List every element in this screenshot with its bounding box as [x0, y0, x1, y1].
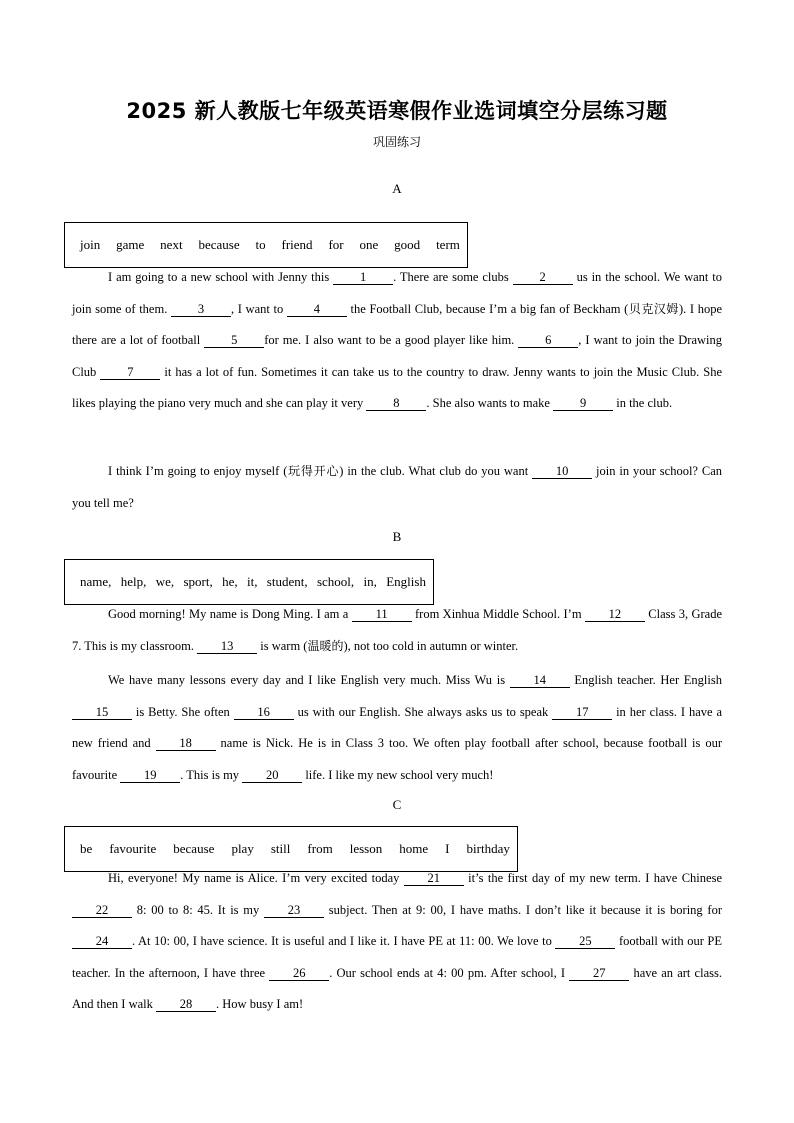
answer-blank-16[interactable]: 16 [234, 705, 294, 720]
passage-text: . This is my [180, 767, 243, 782]
answer-blank-10[interactable]: 10 [532, 464, 592, 479]
answer-blank-4[interactable]: 4 [287, 302, 347, 317]
answer-blank-28[interactable]: 28 [156, 997, 216, 1012]
word-bank-item: game [116, 237, 145, 252]
section-a-paragraph-1 [72, 262, 722, 420]
answer-blank-6[interactable]: 6 [518, 333, 578, 348]
passage-text: Good morning! My name is Dong Ming. I am a [108, 607, 352, 621]
word-bank-item: sport, [183, 574, 213, 589]
word-bank-item: because [173, 841, 215, 856]
passage-text: us in the school. We want to join some of them. [72, 270, 722, 316]
answer-blank-9[interactable]: 9 [553, 396, 613, 411]
passage-text: subject. Then at 9: 00, I have maths. I don’t like it because it is boring for [324, 902, 722, 917]
answer-blank-12[interactable]: 12 [585, 607, 645, 622]
answer-blank-7[interactable]: 7 [100, 365, 160, 380]
passage-text: football with our PE teacher. In the afternoon, I have three [72, 934, 723, 980]
word-bank-item: we, [155, 574, 175, 589]
word-bank-item: I [445, 841, 450, 856]
word-bank-item: play [231, 841, 254, 856]
word-bank-item: for [328, 237, 344, 252]
section-b-paragraph-2 [72, 665, 722, 791]
answer-blank-13[interactable]: 13 [197, 639, 257, 654]
word-bank-item: English [386, 574, 426, 589]
passage-text: ), not too cold in autumn or winter. [343, 638, 519, 653]
word-bank-item: help, [120, 574, 147, 589]
passage-text: it has a lot of fun. Sometimes it can take us to the country to draw. Jenny wants to join the Music Club. She likes playing the piano very much and she can play it very [72, 364, 723, 410]
passage-text: English teacher. Her English [569, 673, 722, 687]
page-subtitle: 巩固练习 [372, 135, 421, 149]
passage-text: I am going to a new school with Jenny this [108, 270, 334, 284]
answer-blank-19[interactable]: 19 [120, 768, 180, 783]
answer-blank-24[interactable]: 24 [72, 934, 132, 949]
passage-text: life. I like my new school very much! [302, 767, 494, 782]
passage-text: . How busy I am! [216, 997, 304, 1011]
passage-text: ). I hope there are a lot of football [72, 301, 722, 347]
section-a-label: A [392, 181, 402, 196]
word-bank-item: friend [281, 237, 313, 252]
word-bank-item: be [80, 841, 93, 856]
answer-blank-14[interactable]: 14 [510, 673, 570, 688]
answer-blank-23[interactable]: 23 [264, 903, 324, 918]
passage-text: Class 3, Grade 7. This is my classroom. [72, 607, 723, 653]
word-bank-item: lesson [349, 841, 383, 856]
word-bank-item: birthday [466, 841, 510, 856]
passage-text: . Our school ends at 4: 00 pm. After school, I [329, 965, 570, 980]
answer-blank-11[interactable]: 11 [352, 607, 412, 622]
passage-text: . There are some clubs [393, 270, 513, 284]
word-bank-item: join [80, 237, 101, 252]
word-bank-item: term [436, 237, 460, 252]
passage-text: for me. I also want to be a good player like him. [264, 333, 519, 347]
word-bank-item: from [307, 841, 333, 856]
answer-blank-3[interactable]: 3 [171, 302, 231, 317]
section-a-paragraph-2 [72, 456, 722, 519]
answer-blank-21[interactable]: 21 [404, 871, 464, 886]
section-b-label: B [392, 529, 402, 544]
section-c-label: C [392, 797, 402, 812]
word-bank-item: next [160, 237, 183, 252]
word-bank-item: because [198, 237, 240, 252]
word-bank-item: school, [316, 574, 355, 589]
answer-blank-27[interactable]: 27 [569, 966, 629, 981]
chinese-gloss: 温暖的 [307, 638, 344, 653]
chinese-gloss: 贝克汉姆 [628, 301, 679, 316]
answer-blank-26[interactable]: 26 [269, 966, 329, 981]
passage-text: We have many lessons every day and I like English very much. Miss Wu is [108, 673, 510, 687]
word-bank-item: one [359, 237, 379, 252]
section-b-paragraph-1 [72, 599, 722, 662]
answer-blank-22[interactable]: 22 [72, 903, 132, 918]
answer-blank-15[interactable]: 15 [72, 705, 132, 720]
word-bank-item: student, [266, 574, 308, 589]
word-bank-item: to [255, 237, 266, 252]
passage-text: . She also wants to make [426, 396, 554, 410]
word-bank-item: home [399, 841, 429, 856]
answer-blank-17[interactable]: 17 [552, 705, 612, 720]
passage-text: name is Nick. He is in Class 3 too. We often play football after school, because football is our favourite [72, 736, 722, 782]
answer-blank-1[interactable]: 1 [333, 270, 393, 285]
passage-text: from Xinhua Middle School. I’m [411, 607, 585, 621]
passage-text: Hi, everyone! My name is Alice. I’m very excited today [108, 871, 404, 885]
word-bank-item: he, [222, 574, 238, 589]
passage-text: , I want to join the Drawing Club [72, 333, 723, 379]
passage-text: the Football Club, because I’m a big fan of Beckham ( [346, 301, 629, 316]
word-bank-item: good [394, 237, 421, 252]
passage-text: 8: 00 to 8: 45. It is my [132, 902, 265, 917]
word-bank-item: it, [246, 574, 258, 589]
passage-text: , I want to [230, 301, 287, 316]
passage-text: is warm ( [257, 638, 308, 653]
passage-text: is Betty. She often [132, 704, 234, 719]
passage-text: ) in the club. What club do you want [339, 464, 533, 478]
passage-text: in her class. I have a new friend and [72, 704, 723, 750]
passage-text: have an art class. And then I walk [72, 965, 722, 1011]
word-bank-item: name, [80, 574, 112, 589]
passage-text: it’s the first day of my new term. I have Chinese [463, 871, 722, 885]
passage-text: us with our English. She always asks us to speak [293, 704, 553, 719]
answer-blank-2[interactable]: 2 [513, 270, 573, 285]
chinese-gloss: 玩得开心 [287, 464, 340, 478]
answer-blank-5[interactable]: 5 [204, 333, 264, 348]
answer-blank-20[interactable]: 20 [242, 768, 302, 783]
answer-blank-18[interactable]: 18 [156, 736, 216, 751]
page-title: 2025 新人教版七年级英语寒假作业选词填空分层练习题 [126, 99, 668, 123]
passage-text: I think I’m going to enjoy myself ( [108, 464, 288, 478]
passage-text: in the club. [613, 396, 673, 410]
passage-text: join in your school? Can you tell me? [72, 464, 722, 510]
section-c-paragraph-1 [72, 863, 722, 1021]
word-bank-item: still [270, 841, 291, 856]
word-bank-item: in, [363, 574, 377, 589]
passage-text: . At 10: 00, I have science. It is useful and I like it. I have PE at 11: 00. We love to [132, 934, 556, 948]
word-bank-item: favourite [109, 841, 157, 856]
answer-blank-8[interactable]: 8 [366, 396, 426, 411]
answer-blank-25[interactable]: 25 [555, 934, 615, 949]
